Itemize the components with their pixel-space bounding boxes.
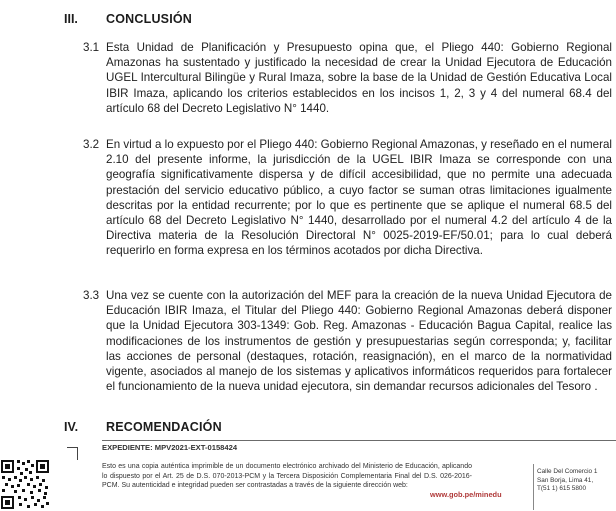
section-number-recommendation: IV. [64,420,79,434]
paragraph-number: 3.2 [83,138,100,151]
expediente-number: EXPEDIENTE: MPV2021-EXT-0158424 [102,443,238,452]
paragraph-number: 3.1 [83,41,100,54]
corner-mark [67,447,78,460]
verification-link[interactable]: www.gob.pe/minedu [430,490,502,499]
paragraph-text: En virtud a lo expuesto por el Pliego 440: Gobierno Regional Amazonas, y reseñado en el numeral 2.10 del presente informe, la jurisdicción de la UGEL IBIR Imaza se corresponde con una geografía significativamente dispersa y de difícil accesibilidad, que no permite una adecuada prestación del servicio educativo público, a cuyo factor se suman otras limitaciones igualmente descritas por la entidad recurrente; por lo que es pertinente que se aplique el numeral 68.5 del artículo 68 del Decreto Legislativo N° 1440, desarrollado por el numeral 4.2 del artículo 4 de la Directiva materia de la Resolución Directoral N° 0025-2019-EF/50.01; para lo cual deberá requerirlo en forma expresa en los términos acotados por dicha Directiva. [106,138,612,258]
section-title-recommendation: RECOMENDACIÓN [106,420,222,434]
address-line: Calle Del Comercio 1 [537,468,598,475]
address-divider [533,464,534,510]
footer-divider [102,440,616,441]
paragraph-number: 3.3 [83,289,100,302]
address-line: San Borja, Lima 41, [537,476,594,484]
address-block [537,468,616,494]
address-line: T(51 1) 615 5800 [537,485,587,493]
qr-code-icon [0,458,50,511]
section-number-conclusion: III. [64,12,78,26]
section-title-conclusion: CONCLUSIÓN [106,12,193,26]
paragraph-text: Una vez se cuente con la autorización del MEF para la creación de la nueva Unidad Ejecutora de Educación IBIR Imaza, el Titular del Pliego 440: Gobierno Regional Amazonas deberá disponer que la Unidad Ejecutora 303-1349: Gob. Reg. Amazonas - Educación Bagua Capital, realice las modificaciones de los instrumentos de gestión y presupuestarias según corresponda; y, facilitar las acciones de personal (destaques, rotación, reasignación), en el marco de la normatividad vigente, asociados al manejo de los sistemas y aplicativos informáticos requeridos para fortalecer el funcionamiento de la nueva unidad ejecutora, sin demandar recursos adicionales del Tesoro . [106,289,612,394]
authenticity-notice: Esto es una copia auténtica imprimible de un documento electrónico archivado del Ministerio de Educación, aplicando lo dispuesto por el Art. 25 de D.S. 070-2013-PCM y la Tercera Disposición Complementaria Final del D.S. 026-2016-PCM. Su autenticidad e integridad pueden ser contrastadas a través de la siguiente dirección web: [102,463,472,490]
paragraph-text: Esta Unidad de Planificación y Presupuesto opina que, el Pliego 440: Gobierno Regional Amazonas ha sustentado y justificado la necesidad de crear la Unidad Ejecutora de Educación UGEL Intercultural Bilingüe y Rural Imaza, sobre la base de la Unidad de Gestión Educativa Local IBIR Imaza, aplicando los criterios establecidos en los incisos 1, 2, 3 y 4 del numeral 68.4 del artículo 68 del Decreto Legislativo N° 1440. [106,41,612,115]
